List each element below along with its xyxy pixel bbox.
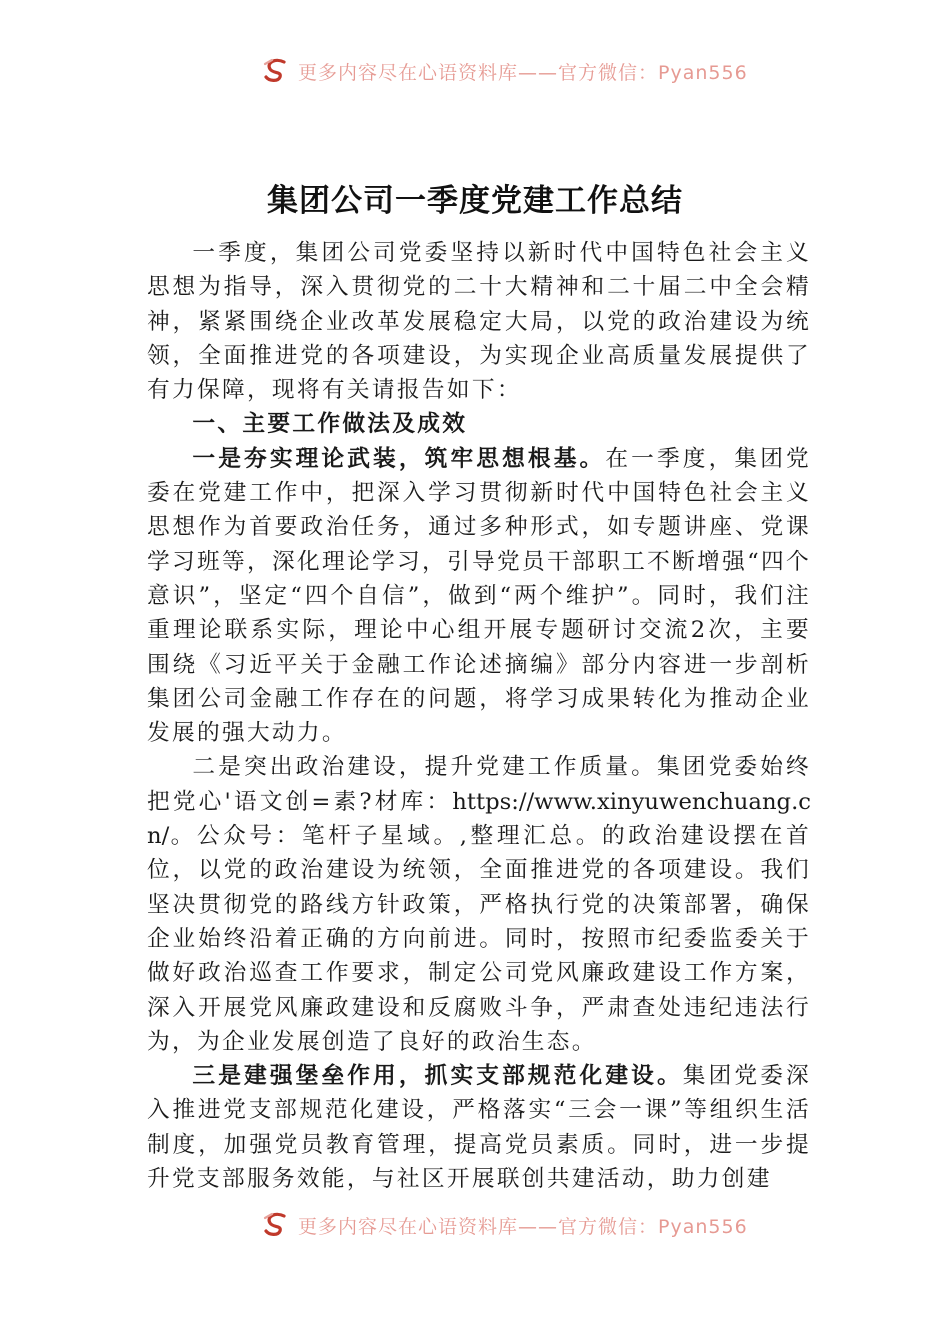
watermark-banner-bottom [262, 1210, 748, 1240]
paragraph-3 [147, 1059, 811, 1196]
watermark-banner-top [262, 56, 748, 86]
paragraph-3-lead: 三是建强堡垒作用，抓实支部规范化建设。 [192, 1063, 683, 1090]
paragraph-1 [147, 442, 811, 751]
paragraph-2 [147, 750, 811, 1059]
paragraph-1-body: 在一季度，集团党委在党建工作中，把深入学习贯彻新时代中国特色社会主义思想作为首要政治任务，通过多种形式，如专题讲座、党课学习班等，深化理论学习，引导党员干部职工不断增强“四个意识”，坚定“四个自信”，做到“两个维护”。同时，我们注重理论联系实际，理论中心组开展专题研讨交流2次，主要围绕《习近平关于金融工作论述摘编》部分内容进一步剖析集团公司金融工作存在的问题，将学习成果转化为推动企业发展的强大动力。 [147, 445, 811, 747]
watermark-text: 更多内容尽在心语资料库——官方微信：Pyan556 [298, 1215, 748, 1238]
source-url: https://www.xinyuwenchuang.cn/ [147, 788, 811, 850]
watermark-text: 更多内容尽在心语资料库——官方微信：Pyan556 [298, 61, 748, 84]
paragraph-2-start: 二是突出政治建设，提升党建工作质量。集团党委始终把党心'语文创=素?材库： [147, 754, 811, 815]
document-title: 集团公司一季度党建工作总结 [267, 183, 683, 219]
paragraph-1-lead: 一是夯实理论武装，筑牢思想根基。 [192, 445, 606, 472]
paragraph-3-body: 集团党委深入推进党支部规范化建设，严格落实“三会一课”等组织生活制度，加强党员教育管理，提高党员素质。同时，进一步提升党支部服务效能，与社区开展联创共建活动，助力创建 [147, 1063, 812, 1193]
intro-paragraph: 一季度，集团公司党委坚持以新时代中国特色社会主义思想为指导，深入贯彻党的二十大精神和二十届二中全会精神，紧紧围绕企业改革发展稳定大局，以党的政治建设为统领，全面推进党的各项建设，为实现企业高质量发展提供了有力保障，现将有关请报告如下： [147, 240, 811, 404]
stylized-s-logo-icon [262, 58, 292, 84]
stylized-s-logo-icon [262, 1212, 292, 1238]
paragraph-2-rest: 。公众号：笔杆子星域。,整理汇总。的政治建设摆在首位，以党的政治建设为统领，全面推进党的各项建设。我们坚决贯彻党的路线方针政策，严格执行党的决策部署，确保企业始终沿着正确的方向前进。同时，按照市纪委监委关于做好政治巡查工作要求，制定公司党风廉政建设工作方案，深入开展党风廉政建设和反腐败斗争，严肃查处违纪违法行为，为企业发展创造了良好的政治生态。 [147, 823, 811, 1055]
section-heading: 一、主要工作做法及成效 [192, 411, 468, 438]
document-body [147, 236, 811, 1196]
